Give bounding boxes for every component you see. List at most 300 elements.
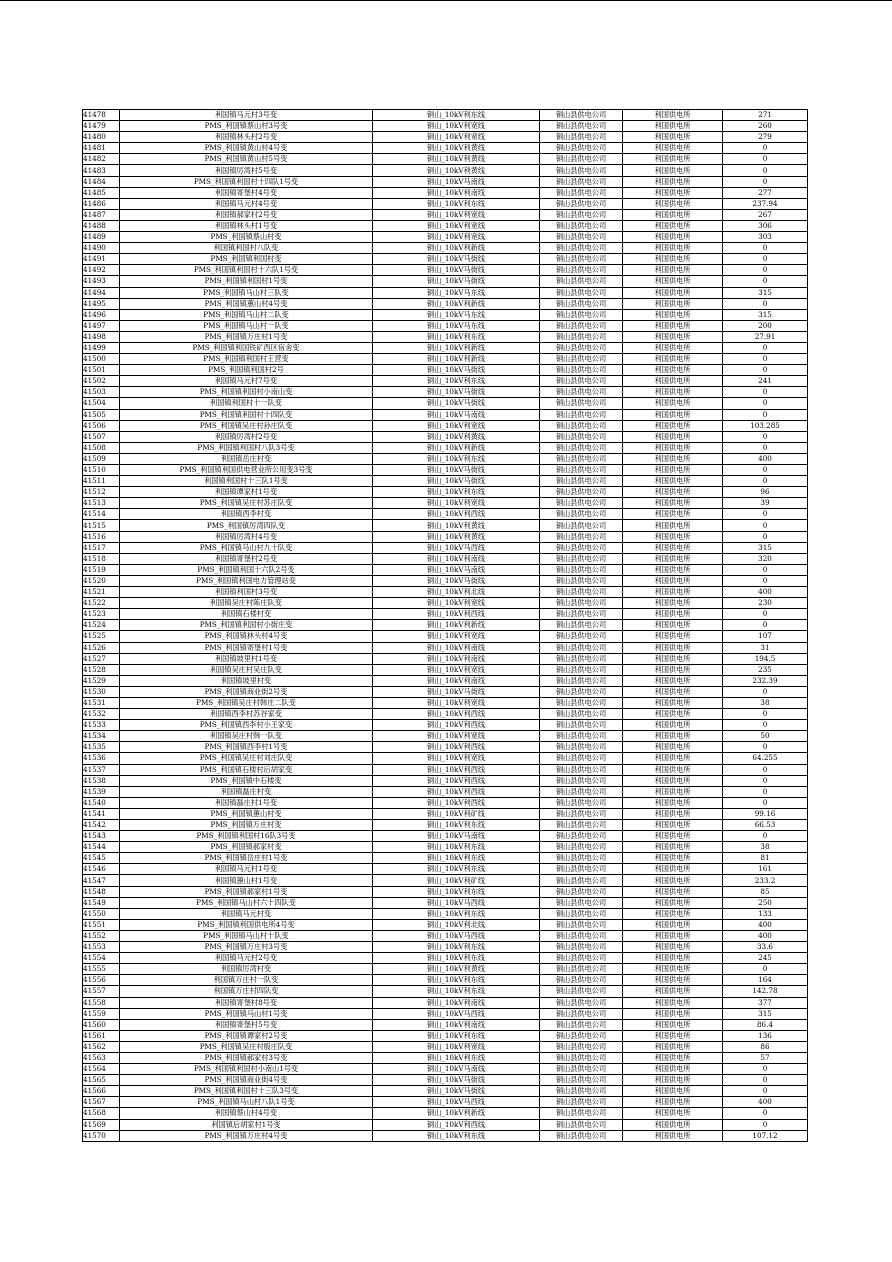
row-id-cell: 41536 — [83, 753, 120, 764]
company-cell: 铜山县供电公司 — [540, 453, 623, 464]
station-cell: 利国供电所 — [623, 121, 723, 132]
company-cell: 铜山县供电公司 — [540, 620, 623, 631]
line-name-cell: 铜山_10kV利东线 — [373, 864, 540, 875]
line-name-cell: 铜山_10kV利宽线 — [373, 420, 540, 431]
company-cell: 铜山县供电公司 — [540, 975, 623, 986]
company-cell: 铜山县供电公司 — [540, 1064, 623, 1075]
line-name-cell: 铜山_10kV利东线 — [373, 886, 540, 897]
row-id-cell: 41547 — [83, 875, 120, 886]
row-id-cell: 41570 — [83, 1130, 120, 1141]
value-cell: 235 — [723, 664, 808, 675]
row-id-cell: 41561 — [83, 1030, 120, 1041]
company-cell: 铜山县供电公司 — [540, 154, 623, 165]
value-cell: 0 — [723, 764, 808, 775]
table-body — [83, 110, 808, 1142]
line-name-cell: 铜山_10kV利西线 — [373, 786, 540, 797]
transformer-name-cell: PMS_利国镇商业街2号变 — [120, 686, 373, 697]
row-id-cell: 41493 — [83, 276, 120, 287]
table-row — [83, 997, 808, 1008]
station-cell: 利国供电所 — [623, 964, 723, 975]
line-name-cell: 铜山_10kV马街线 — [373, 1086, 540, 1097]
transformer-name-cell: PMS_利国镇利国村王营变 — [120, 354, 373, 365]
station-cell: 利国供电所 — [623, 675, 723, 686]
value-cell: 38 — [723, 842, 808, 853]
table-row — [83, 276, 808, 287]
value-cell: 0 — [723, 276, 808, 287]
value-cell: 233.2 — [723, 875, 808, 886]
line-name-cell: 铜山_10kV利南线 — [373, 675, 540, 686]
line-name-cell: 铜山_10kV利新线 — [373, 243, 540, 254]
table-row — [83, 1041, 808, 1052]
transformer-name-cell: PMS_利国镇利国村2号 — [120, 365, 373, 376]
value-cell: 400 — [723, 453, 808, 464]
transformer-name-cell: PMS_利国镇万庄村1号变 — [120, 331, 373, 342]
table-row — [83, 587, 808, 598]
value-cell: 0 — [723, 1075, 808, 1086]
row-id-cell: 41526 — [83, 642, 120, 653]
row-id-cell: 41562 — [83, 1041, 120, 1052]
row-id-cell: 41515 — [83, 520, 120, 531]
value-cell: 81 — [723, 853, 808, 864]
transformer-name-cell: PMS_利国镇蕙山村4号变 — [120, 298, 373, 309]
company-cell: 铜山县供电公司 — [540, 110, 623, 121]
company-cell: 铜山县供电公司 — [540, 387, 623, 398]
table-row — [83, 942, 808, 953]
row-id-cell: 41514 — [83, 509, 120, 520]
transformer-name-cell: PMS_利国镇利国村十六队1号变 — [120, 265, 373, 276]
station-cell: 利国供电所 — [623, 1086, 723, 1097]
transformer-name-cell: PMS_利国镇利国铁矿西区宿舍变 — [120, 342, 373, 353]
row-id-cell: 41560 — [83, 1019, 120, 1030]
transformer-name-cell: PMS_利国镇利国十六队2号变 — [120, 564, 373, 575]
company-cell: 铜山县供电公司 — [540, 587, 623, 598]
table-row — [83, 953, 808, 964]
table-row — [83, 775, 808, 786]
station-cell: 利国供电所 — [623, 442, 723, 453]
transformer-name-cell: 利国镇利国村十一队变 — [120, 398, 373, 409]
line-name-cell: 铜山_10kV马南线 — [373, 831, 540, 842]
row-id-cell: 41538 — [83, 775, 120, 786]
station-cell: 利国供电所 — [623, 365, 723, 376]
station-cell: 利国供电所 — [623, 198, 723, 209]
station-cell: 利国供电所 — [623, 232, 723, 243]
table-row — [83, 886, 808, 897]
company-cell: 铜山县供电公司 — [540, 409, 623, 420]
value-cell: 315 — [723, 542, 808, 553]
table-row — [83, 143, 808, 154]
company-cell: 铜山县供电公司 — [540, 553, 623, 564]
line-name-cell: 铜山_10kV利东线 — [373, 975, 540, 986]
row-id-cell: 41503 — [83, 387, 120, 398]
transformer-name-cell: PMS_利国镇黄山村4号变 — [120, 143, 373, 154]
table-row — [83, 165, 808, 176]
company-cell: 铜山县供电公司 — [540, 753, 623, 764]
line-name-cell: 铜山_10kV利西线 — [373, 709, 540, 720]
value-cell: 0 — [723, 165, 808, 176]
station-cell: 利国供电所 — [623, 1108, 723, 1119]
transformer-name-cell: PMS_利国镇万庄村3号变 — [120, 942, 373, 953]
table-row — [83, 431, 808, 442]
table-row — [83, 476, 808, 487]
table-row — [83, 398, 808, 409]
station-cell: 利国供电所 — [623, 398, 723, 409]
station-cell: 利国供电所 — [623, 953, 723, 964]
table-row — [83, 331, 808, 342]
station-cell: 利国供电所 — [623, 731, 723, 742]
station-cell: 利国供电所 — [623, 465, 723, 476]
station-cell: 利国供电所 — [623, 487, 723, 498]
row-id-cell: 41554 — [83, 953, 120, 964]
station-cell: 利国供电所 — [623, 997, 723, 1008]
value-cell: 306 — [723, 220, 808, 231]
line-name-cell: 铜山_10kV利西线 — [373, 775, 540, 786]
transformer-name-cell: PMS_利国镇吴庄村孙庄队变 — [120, 420, 373, 431]
line-name-cell: 铜山_10kV马西线 — [373, 542, 540, 553]
line-name-cell: 铜山_10kV利北线 — [373, 587, 540, 598]
transformer-name-cell: 利国镇吴庄村韩一队变 — [120, 731, 373, 742]
line-name-cell: 铜山_10kV利宽线 — [373, 753, 540, 764]
line-name-cell: 铜山_10kV马街线 — [373, 398, 540, 409]
transformer-name-cell: PMS_利国镇马山村一队变 — [120, 320, 373, 331]
company-cell: 铜山县供电公司 — [540, 265, 623, 276]
line-name-cell: 铜山_10kV马东线 — [373, 320, 540, 331]
table-row — [83, 1052, 808, 1063]
value-cell: 107 — [723, 631, 808, 642]
company-cell: 铜山县供电公司 — [540, 831, 623, 842]
line-name-cell: 铜山_10kV利宽线 — [373, 209, 540, 220]
company-cell: 铜山县供电公司 — [540, 542, 623, 553]
transformer-name-cell: PMS_利国镇林头村4号变 — [120, 631, 373, 642]
table-row — [83, 875, 808, 886]
table-row — [83, 298, 808, 309]
station-cell: 利国供电所 — [623, 842, 723, 853]
company-cell: 铜山县供电公司 — [540, 331, 623, 342]
table-row — [83, 553, 808, 564]
row-id-cell: 41490 — [83, 243, 120, 254]
row-id-cell: 41543 — [83, 831, 120, 842]
line-name-cell: 铜山_10kV利新线 — [373, 620, 540, 631]
transformer-name-cell: 利国镇林头村2号变 — [120, 132, 373, 143]
row-id-cell: 41479 — [83, 121, 120, 132]
row-id-cell: 41557 — [83, 986, 120, 997]
table-row — [83, 742, 808, 753]
line-name-cell: 铜山_10kV马南线 — [373, 409, 540, 420]
line-name-cell: 铜山_10kV利黄线 — [373, 143, 540, 154]
table-row — [83, 753, 808, 764]
transformer-name-cell: PMS_利国镇马山村九十队变 — [120, 542, 373, 553]
station-cell: 利国供电所 — [623, 1041, 723, 1052]
table-row — [83, 387, 808, 398]
company-cell: 铜山县供电公司 — [540, 1086, 623, 1097]
company-cell: 铜山县供电公司 — [540, 176, 623, 187]
value-cell: 0 — [723, 143, 808, 154]
company-cell: 铜山县供电公司 — [540, 886, 623, 897]
table-row — [83, 642, 808, 653]
station-cell: 利国供电所 — [623, 342, 723, 353]
value-cell: 260 — [723, 121, 808, 132]
value-cell: 96 — [723, 487, 808, 498]
value-cell: 267 — [723, 209, 808, 220]
company-cell: 铜山县供电公司 — [540, 165, 623, 176]
line-name-cell: 铜山_10kV利东线 — [373, 110, 540, 121]
table-row — [83, 675, 808, 686]
row-id-cell: 41566 — [83, 1086, 120, 1097]
value-cell: 0 — [723, 398, 808, 409]
row-id-cell: 41492 — [83, 265, 120, 276]
line-name-cell: 铜山_10kV利宽线 — [373, 598, 540, 609]
row-id-cell: 41500 — [83, 354, 120, 365]
value-cell: 0 — [723, 354, 808, 365]
company-cell: 铜山县供电公司 — [540, 1019, 623, 1030]
company-cell: 铜山县供电公司 — [540, 187, 623, 198]
table-row — [83, 132, 808, 143]
value-cell: 0 — [723, 620, 808, 631]
transformer-name-cell: PMS_利国镇黄山村5号变 — [120, 154, 373, 165]
station-cell: 利国供电所 — [623, 1130, 723, 1141]
value-cell: 245 — [723, 953, 808, 964]
transformer-name-cell: PMS_利国镇利国供电营业所公用变3号变 — [120, 465, 373, 476]
company-cell: 铜山县供电公司 — [540, 842, 623, 853]
company-cell: 铜山县供电公司 — [540, 564, 623, 575]
transformer-name-cell: PMS_利国镇利国村变 — [120, 254, 373, 265]
row-id-cell: 41542 — [83, 820, 120, 831]
value-cell: 99.16 — [723, 808, 808, 819]
station-cell: 利国供电所 — [623, 720, 723, 731]
line-name-cell: 铜山_10kV利新线 — [373, 1108, 540, 1119]
table-row — [83, 1086, 808, 1097]
row-id-cell: 41498 — [83, 331, 120, 342]
station-cell: 利国供电所 — [623, 154, 723, 165]
line-name-cell: 铜山_10kV马街线 — [373, 465, 540, 476]
company-cell: 铜山县供电公司 — [540, 509, 623, 520]
company-cell: 铜山县供电公司 — [540, 997, 623, 1008]
transformer-name-cell: PMS_利国镇蔡山村变 — [120, 232, 373, 243]
station-cell: 利国供电所 — [623, 209, 723, 220]
table-row — [83, 1064, 808, 1075]
station-cell: 利国供电所 — [623, 1008, 723, 1019]
transformer-name-cell: 利国镇寄堡村4号变 — [120, 187, 373, 198]
station-cell: 利国供电所 — [623, 132, 723, 143]
row-id-cell: 41537 — [83, 764, 120, 775]
company-cell: 铜山县供电公司 — [540, 209, 623, 220]
transformer-name-cell: PMS_利国镇万庄村变 — [120, 820, 373, 831]
transformer-name-cell: PMS_利国镇利国村十四队1号变 — [120, 176, 373, 187]
row-id-cell: 41483 — [83, 165, 120, 176]
table-row — [83, 1119, 808, 1130]
transformer-name-cell: PMS_利国镇郝家村变 — [120, 842, 373, 853]
table-row — [83, 409, 808, 420]
station-cell: 利国供电所 — [623, 287, 723, 298]
company-cell: 铜山县供电公司 — [540, 875, 623, 886]
value-cell: 279 — [723, 132, 808, 143]
company-cell: 铜山县供电公司 — [540, 1075, 623, 1086]
table-row — [83, 509, 808, 520]
row-id-cell: 41481 — [83, 143, 120, 154]
table-row — [83, 1030, 808, 1041]
value-cell: 0 — [723, 154, 808, 165]
value-cell: 0 — [723, 564, 808, 575]
station-cell: 利国供电所 — [623, 176, 723, 187]
table-row — [83, 808, 808, 819]
line-name-cell: 铜山_10kV利东线 — [373, 376, 540, 387]
transformer-name-cell: PMS_利国镇利国电力管理站变 — [120, 575, 373, 586]
table-row — [83, 198, 808, 209]
transformer-name-cell: PMS_利国镇吴庄村刘庄队变 — [120, 753, 373, 764]
value-cell: 0 — [723, 365, 808, 376]
company-cell: 铜山县供电公司 — [540, 354, 623, 365]
row-id-cell: 41496 — [83, 309, 120, 320]
transformer-name-cell: 利国镇厉湾村变 — [120, 964, 373, 975]
station-cell: 利国供电所 — [623, 509, 723, 520]
value-cell: 241 — [723, 376, 808, 387]
line-name-cell: 铜山_10kV利新线 — [373, 298, 540, 309]
station-cell: 利国供电所 — [623, 409, 723, 420]
transformer-name-cell: 利国镇岳庄村变 — [120, 453, 373, 464]
station-cell: 利国供电所 — [623, 853, 723, 864]
value-cell: 107.12 — [723, 1130, 808, 1141]
line-name-cell: 铜山_10kV马街线 — [373, 387, 540, 398]
company-cell: 铜山县供电公司 — [540, 1008, 623, 1019]
line-name-cell: 铜山_10kV利西线 — [373, 609, 540, 620]
line-name-cell: 铜山_10kV利东线 — [373, 820, 540, 831]
line-name-cell: 铜山_10kV马街线 — [373, 686, 540, 697]
row-id-cell: 41499 — [83, 342, 120, 353]
line-name-cell: 铜山_10kV马西线 — [373, 930, 540, 941]
line-name-cell: 铜山_10kV利宽线 — [373, 1041, 540, 1052]
row-id-cell: 41487 — [83, 209, 120, 220]
table-row — [83, 964, 808, 975]
company-cell: 铜山县供电公司 — [540, 720, 623, 731]
table-row — [83, 820, 808, 831]
line-name-cell: 铜山_10kV利新线 — [373, 442, 540, 453]
company-cell: 铜山县供电公司 — [540, 1097, 623, 1108]
company-cell: 铜山县供电公司 — [540, 664, 623, 675]
transformer-name-cell: 利国镇马元村4号变 — [120, 198, 373, 209]
transformer-name-cell: PMS_利国镇谭家村2号变 — [120, 1030, 373, 1041]
value-cell: 86.4 — [723, 1019, 808, 1030]
station-cell: 利国供电所 — [623, 165, 723, 176]
station-cell: 利国供电所 — [623, 431, 723, 442]
table-row — [83, 176, 808, 187]
station-cell: 利国供电所 — [623, 786, 723, 797]
transformer-name-cell: 利国镇马元村2号变 — [120, 953, 373, 964]
company-cell: 铜山县供电公司 — [540, 964, 623, 975]
value-cell: 0 — [723, 509, 808, 520]
line-name-cell: 铜山_10kV利东线 — [373, 331, 540, 342]
transformer-name-cell: 利国镇马元村7号变 — [120, 376, 373, 387]
table-row — [83, 1008, 808, 1019]
company-cell: 铜山县供电公司 — [540, 520, 623, 531]
row-id-cell: 41556 — [83, 975, 120, 986]
company-cell: 铜山县供电公司 — [540, 642, 623, 653]
station-cell: 利国供电所 — [623, 709, 723, 720]
station-cell: 利国供电所 — [623, 975, 723, 986]
row-id-cell: 41567 — [83, 1097, 120, 1108]
station-cell: 利国供电所 — [623, 575, 723, 586]
transformer-name-cell: 利国镇西李村苏谷家变 — [120, 709, 373, 720]
company-cell: 铜山县供电公司 — [540, 609, 623, 620]
station-cell: 利国供电所 — [623, 753, 723, 764]
row-id-cell: 41507 — [83, 431, 120, 442]
transformer-name-cell: 利国镇利国村八队变 — [120, 243, 373, 254]
station-cell: 利国供电所 — [623, 553, 723, 564]
transformer-name-cell: 利国镇厉湾村4号变 — [120, 531, 373, 542]
transformer-name-cell: PMS_利国镇利国村16队3号变 — [120, 831, 373, 842]
row-id-cell: 41545 — [83, 853, 120, 864]
table-row — [83, 342, 808, 353]
row-id-cell: 41491 — [83, 254, 120, 265]
station-cell: 利国供电所 — [623, 309, 723, 320]
row-id-cell: 41551 — [83, 919, 120, 930]
station-cell: 利国供电所 — [623, 930, 723, 941]
station-cell: 利国供电所 — [623, 897, 723, 908]
table-row — [83, 110, 808, 121]
station-cell: 利国供电所 — [623, 1019, 723, 1030]
company-cell: 铜山县供电公司 — [540, 198, 623, 209]
value-cell: 0 — [723, 709, 808, 720]
row-id-cell: 41502 — [83, 376, 120, 387]
station-cell: 利国供电所 — [623, 775, 723, 786]
transformer-name-cell: 利国镇马元村1号变 — [120, 864, 373, 875]
station-cell: 利国供电所 — [623, 620, 723, 631]
transformer-name-cell: PMS_利国镇马山村1号变 — [120, 1008, 373, 1019]
line-name-cell: 铜山_10kV利宽线 — [373, 132, 540, 143]
line-name-cell: 铜山_10kV马东线 — [373, 287, 540, 298]
row-id-cell: 41528 — [83, 664, 120, 675]
line-name-cell: 铜山_10kV利西线 — [373, 742, 540, 753]
transformer-name-cell: 利国镇坡里村变 — [120, 675, 373, 686]
table-row — [83, 243, 808, 254]
row-id-cell: 41509 — [83, 453, 120, 464]
table-row — [83, 453, 808, 464]
value-cell: 400 — [723, 919, 808, 930]
table-row — [83, 908, 808, 919]
value-cell: 194.5 — [723, 653, 808, 664]
line-name-cell: 铜山_10kV利西线 — [373, 797, 540, 808]
station-cell: 利国供电所 — [623, 609, 723, 620]
table-row — [83, 842, 808, 853]
value-cell: 315 — [723, 309, 808, 320]
table-row — [83, 664, 808, 675]
company-cell: 铜山县供电公司 — [540, 598, 623, 609]
station-cell: 利国供电所 — [623, 1075, 723, 1086]
table-row — [83, 764, 808, 775]
line-name-cell: 铜山_10kV利黄线 — [373, 964, 540, 975]
transformer-name-cell: 利国镇谭家村1号变 — [120, 487, 373, 498]
table-row — [83, 520, 808, 531]
line-name-cell: 铜山_10kV利东线 — [373, 842, 540, 853]
value-cell: 377 — [723, 997, 808, 1008]
transformer-name-cell: PMS_利国镇马山村八队1号变 — [120, 1097, 373, 1108]
station-cell: 利国供电所 — [623, 820, 723, 831]
station-cell: 利国供电所 — [623, 265, 723, 276]
table-row — [83, 320, 808, 331]
row-id-cell: 41541 — [83, 808, 120, 819]
value-cell: 64.255 — [723, 753, 808, 764]
line-name-cell: 铜山_10kV马西线 — [373, 897, 540, 908]
value-cell: 400 — [723, 587, 808, 598]
line-name-cell: 铜山_10kV利东线 — [373, 1030, 540, 1041]
transformer-name-cell: 利国镇吴庄村吴庄队变 — [120, 664, 373, 675]
line-name-cell: 铜山_10kV利西线 — [373, 1119, 540, 1130]
station-cell: 利国供电所 — [623, 1064, 723, 1075]
company-cell: 铜山县供电公司 — [540, 897, 623, 908]
company-cell: 铜山县供电公司 — [540, 243, 623, 254]
row-id-cell: 41513 — [83, 498, 120, 509]
company-cell: 铜山县供电公司 — [540, 342, 623, 353]
line-name-cell: 铜山_10kV马街线 — [373, 276, 540, 287]
row-id-cell: 41488 — [83, 220, 120, 231]
